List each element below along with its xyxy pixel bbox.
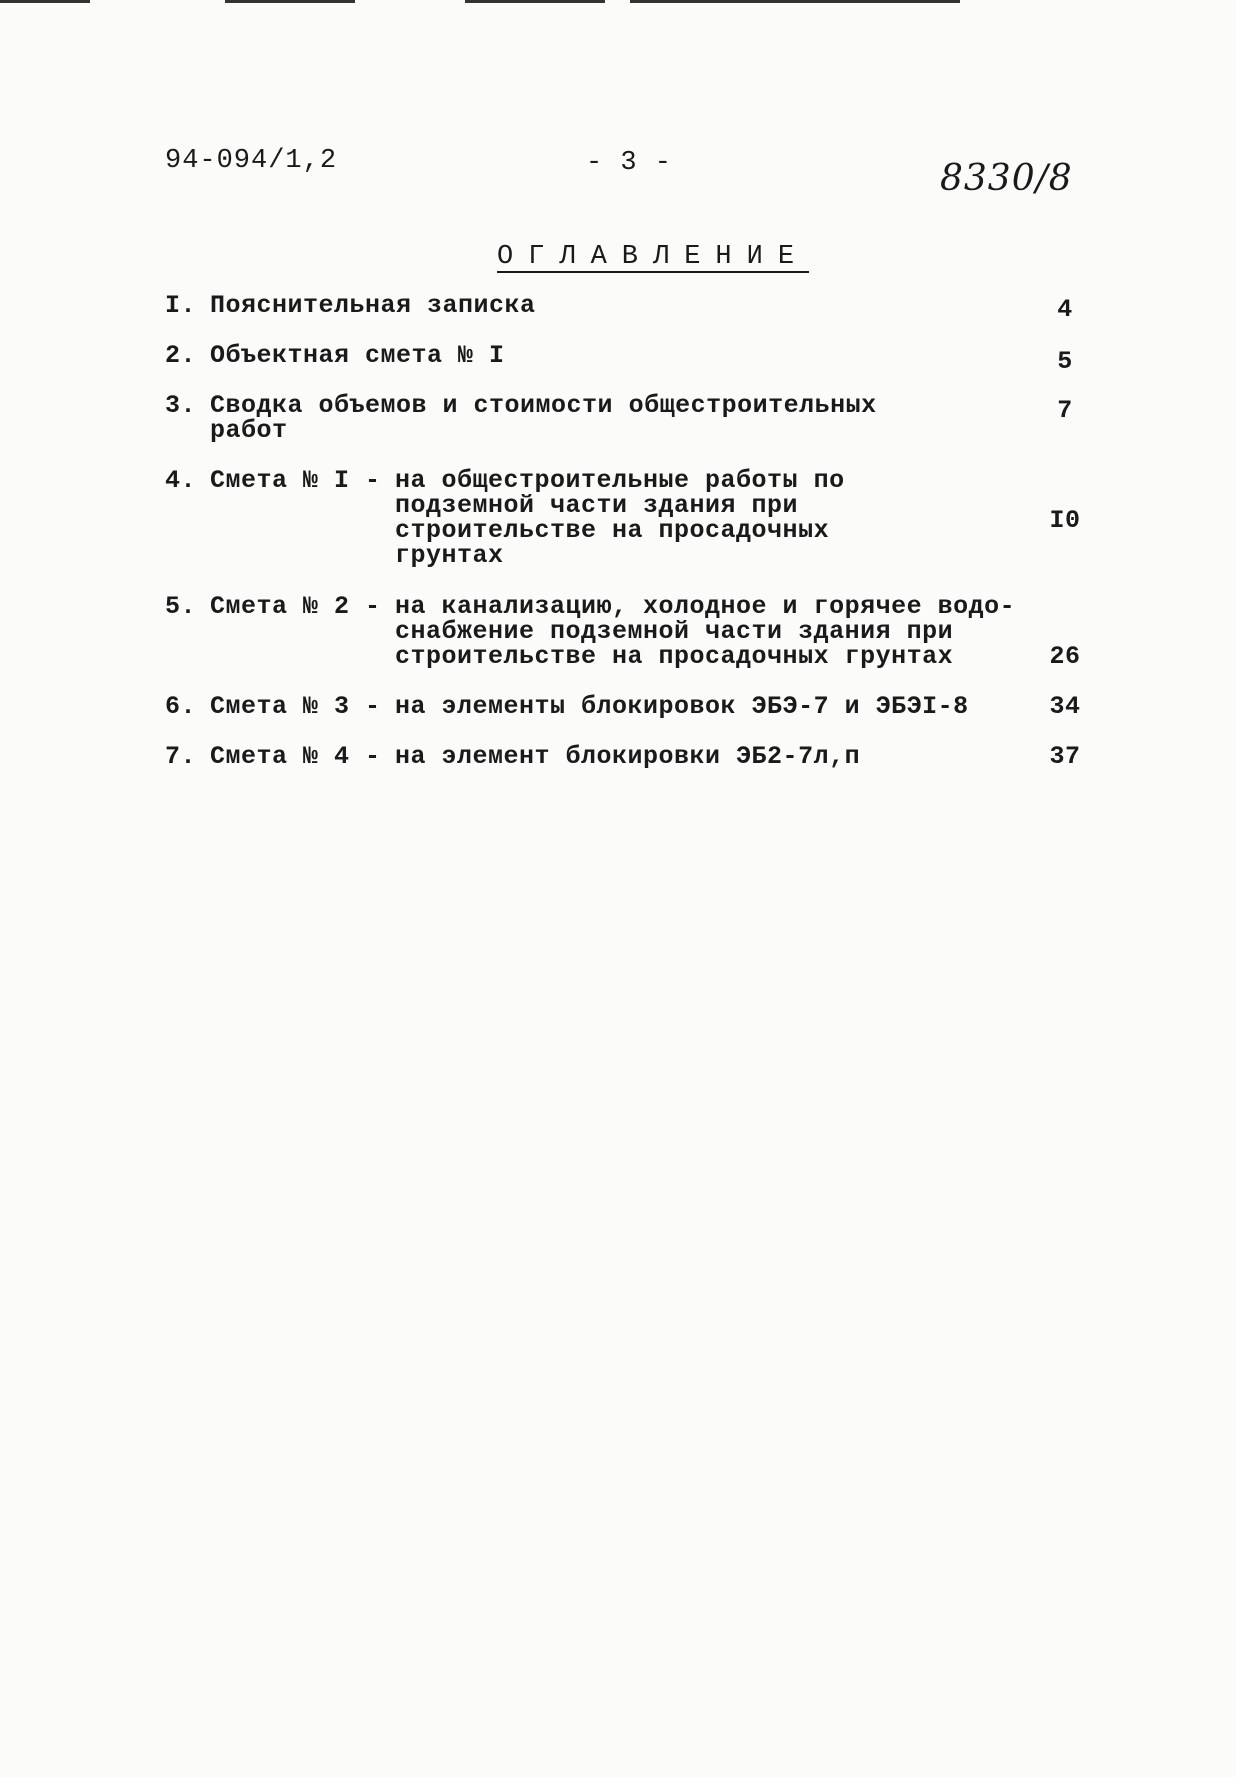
- toc-entry-number: 5.: [165, 592, 197, 621]
- toc-entry-number: I.: [165, 291, 197, 320]
- toc-entry-page: 7: [1057, 396, 1073, 425]
- page-number: - 3 -: [586, 148, 673, 178]
- toc-entry-page: 37: [1049, 742, 1081, 771]
- toc-entry: [165, 341, 1095, 376]
- toc-entry-number: 3.: [165, 391, 197, 420]
- toc-entry-lead: Смета № 3 -: [210, 692, 381, 721]
- toc-entry-text: Сводка объемов и стоимости общестроительных работ: [210, 391, 877, 445]
- toc-entry: [165, 393, 1095, 448]
- archive-number: 8330/8: [940, 158, 1073, 199]
- toc-entry-text: на элементы блокировок ЭБЭ-7 и ЭБЭI-8: [395, 692, 969, 721]
- toc-entry-page: 5: [1057, 347, 1073, 376]
- toc-entry: [165, 293, 1095, 323]
- toc-entry: [165, 694, 1095, 724]
- toc-entry-lead: Смета № 4 -: [210, 742, 381, 771]
- scan-edge-line: [630, 0, 960, 3]
- scan-edge-line: [465, 0, 605, 3]
- toc-entry-page: 26: [1049, 642, 1081, 671]
- toc-entry-text: Объектная смета № I: [210, 341, 505, 370]
- toc-title: ОГЛАВЛЕНИЕ: [497, 242, 810, 272]
- toc-entry-text: на канализацию, холодное и горячее водо- снабжение подземной части здания при строительстве на просадочных грунтах: [395, 592, 1016, 671]
- toc-entry-page: I0: [1049, 506, 1081, 535]
- toc-entry-lead: Смета № I -: [210, 466, 381, 495]
- toc-entry: [165, 594, 1095, 674]
- toc-entry-number: 7.: [165, 742, 197, 771]
- toc-entry: [165, 744, 1095, 774]
- scan-edge-line: [225, 0, 355, 3]
- toc-entry-page: 4: [1057, 295, 1073, 324]
- toc-entry-text: на элемент блокировки ЭБ2-7л,п: [395, 742, 861, 771]
- toc-entry-page: 34: [1049, 692, 1081, 721]
- toc-entry-number: 4.: [165, 466, 197, 495]
- toc-entry-lead: Смета № 2 -: [210, 592, 381, 621]
- document-code: 94-094/1,2: [165, 146, 338, 176]
- toc-entry-number: 6.: [165, 692, 197, 721]
- toc-entry-text: на общестроительные работы по подземной части здания при строительстве на просадочных грунтах: [395, 466, 845, 570]
- toc-entry-number: 2.: [165, 341, 197, 370]
- scan-edge-line: [0, 0, 90, 3]
- toc-entry-text: Пояснительная записка: [210, 291, 536, 320]
- toc-entry: [165, 468, 1095, 573]
